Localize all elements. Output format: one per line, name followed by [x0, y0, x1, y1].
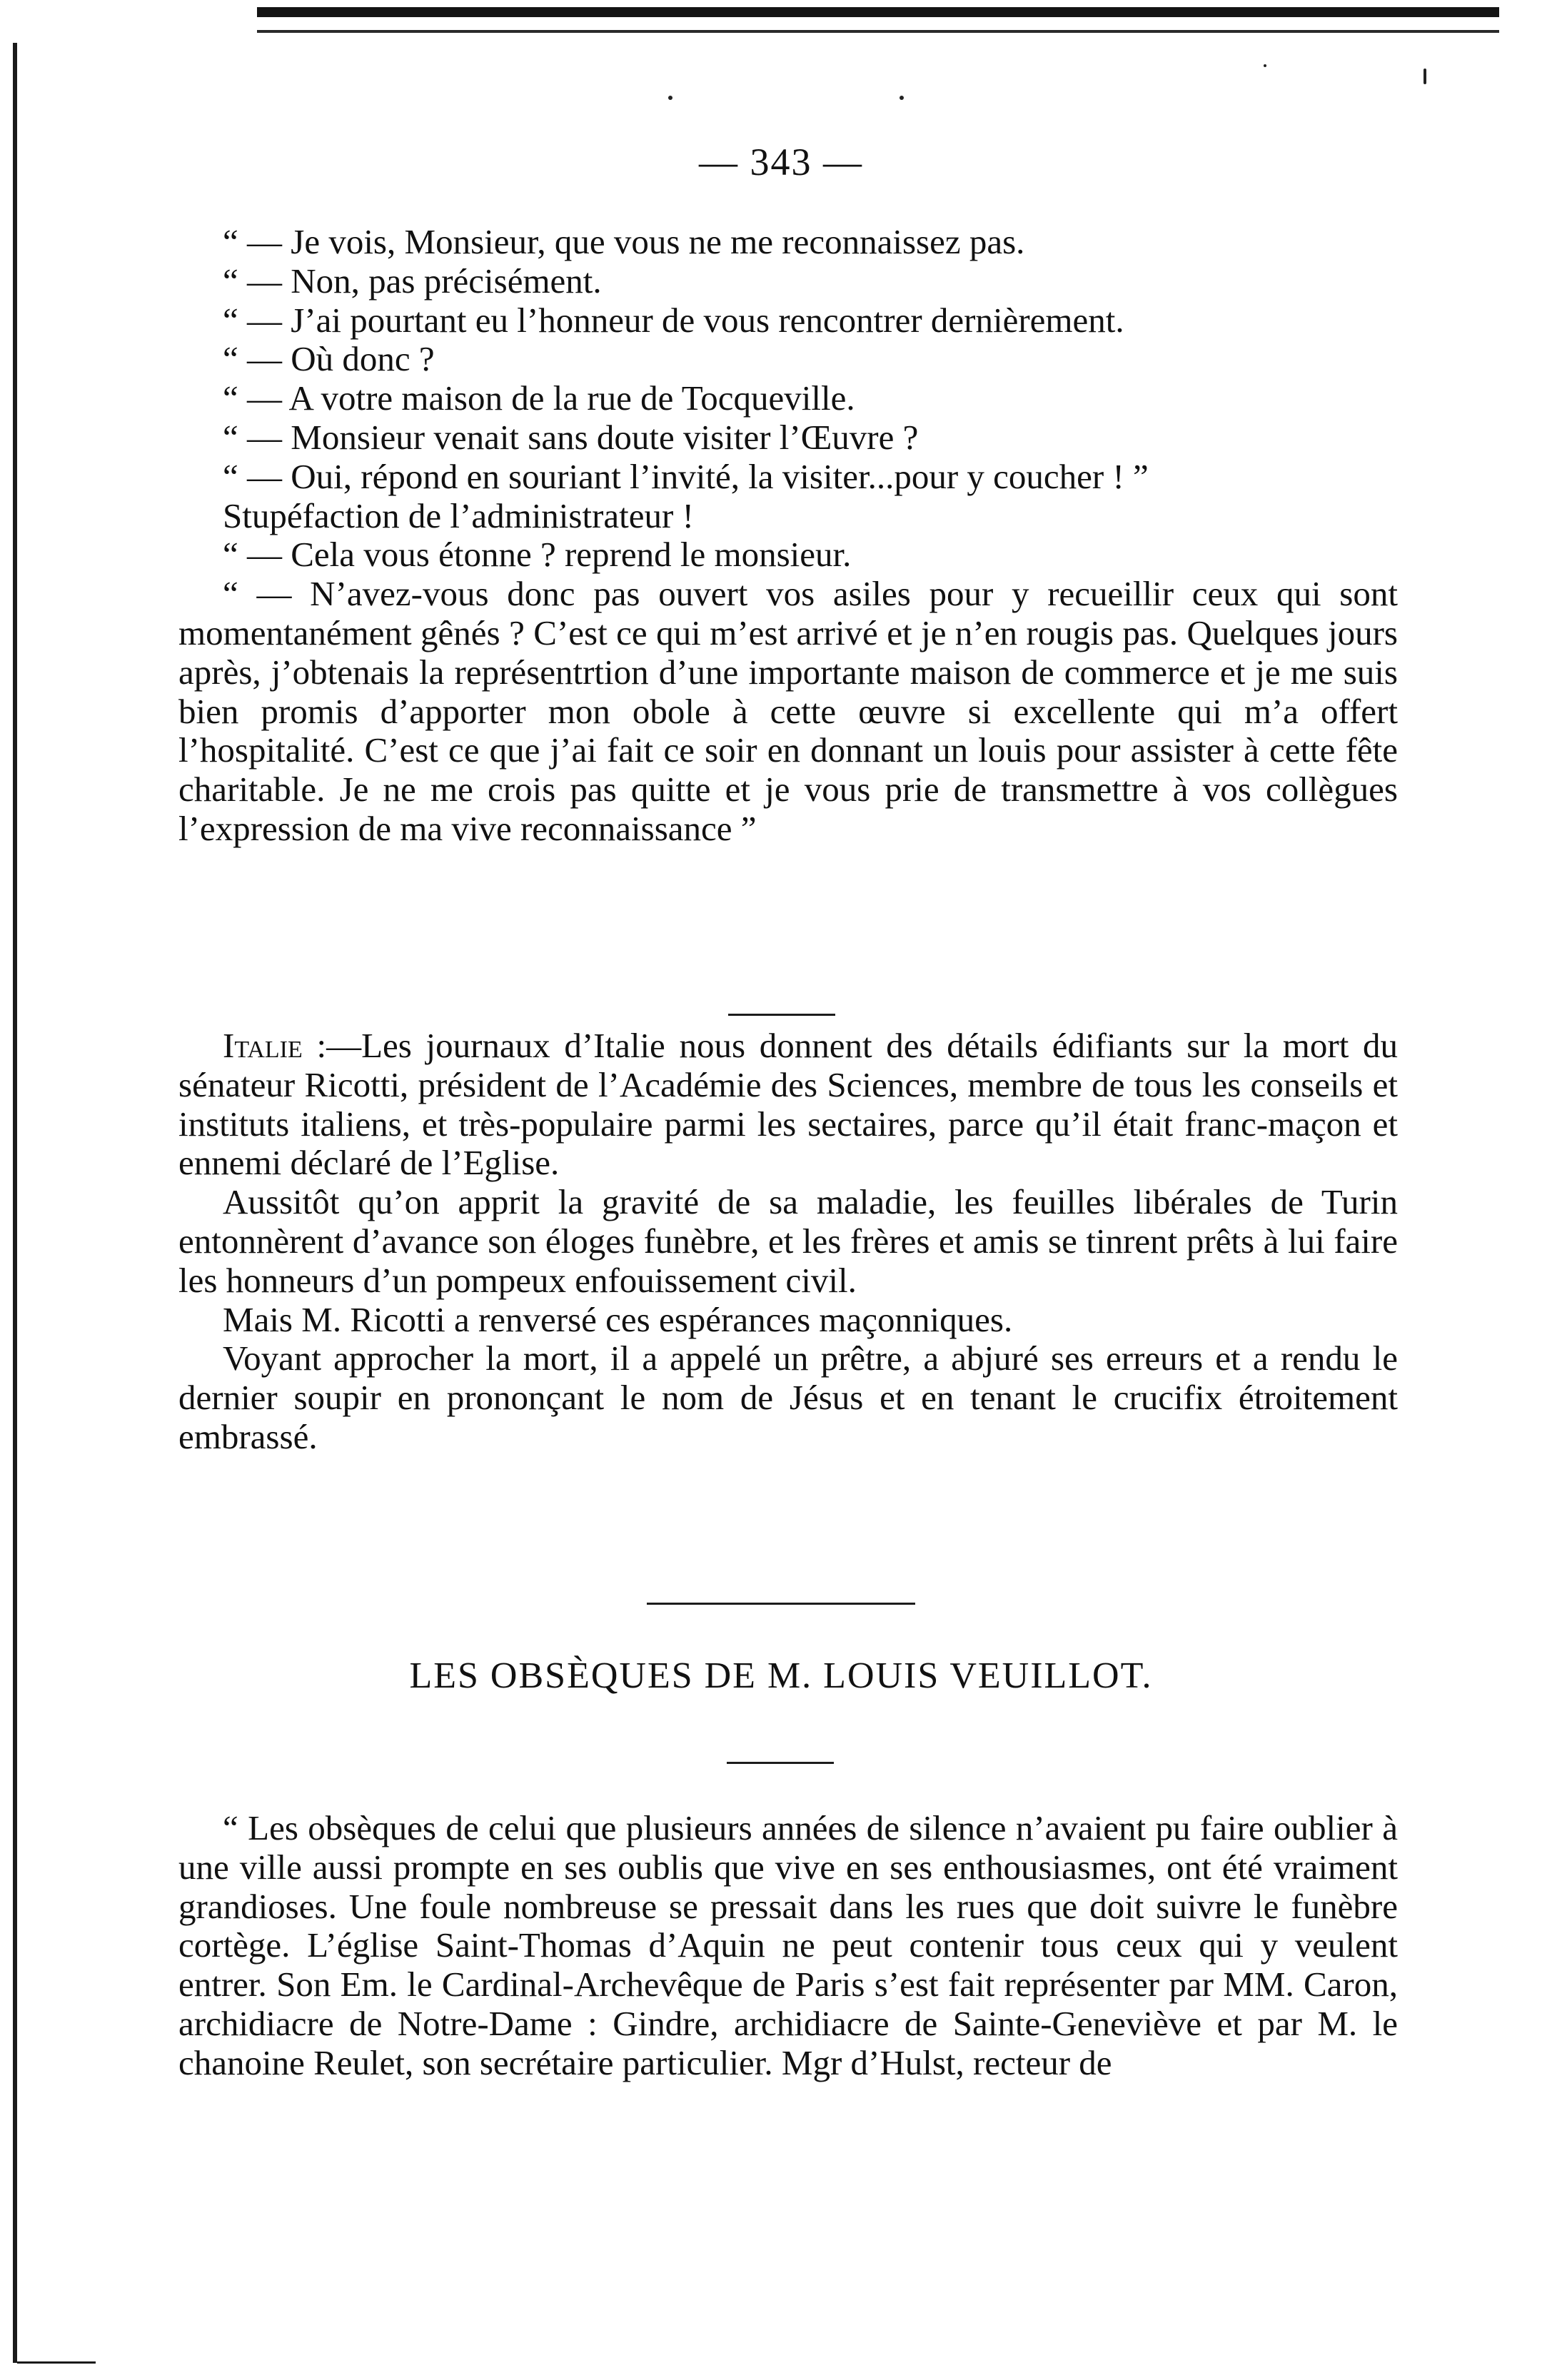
italie-label: Italie [223, 1026, 303, 1065]
scan-speck [900, 96, 904, 100]
italie-paragraph-1 [178, 1027, 1398, 1183]
dialogue-line: “ — J’ai pourtant eu l’honneur de vous rencontrer dernièrement. [223, 300, 1124, 340]
dialogue-line: “ — A votre maison de la rue de Tocqueville. [223, 378, 855, 418]
scan-speck [1264, 64, 1266, 67]
section-heading: LES OBSÈQUES DE M. LOUIS VEUILLOT. [409, 1655, 1153, 1696]
italie-section [178, 1027, 1398, 1457]
scan-speck [668, 96, 672, 100]
dialogue-line: “ — Monsieur venait sans doute visiter l’Œuvre ? [223, 417, 919, 457]
section-divider [727, 1762, 834, 1764]
dialogue-paragraph: “ — N’avez-vous donc pas ouvert vos asiles pour y recueillir ceux qui sont momentanément gênés ? C’est ce qui m’est arrivé et je n’en rougis pas. Quelques jours après, j’obtenais la représentrtion d’une importante maison de commerce et je me suis bien promis d’apporter mon obole à cette œuvre si excellente qui m’a offert l’hospitalité. C’est ce que j’ai fait ce soir en donnant un louis pour assister à cette fête charitable. Je ne me crois pas quitte et je vous prie de transmettre à vos collègues l’expression de ma vive reconnaissance ” [178, 574, 1398, 848]
dialogue-line: “ — Non, pas précisément. [223, 261, 602, 301]
italie-paragraph-text: :—Les journaux d’Italie nous donnent des détails édifiants sur la mort du sénateur Ricotti, président de l’Académie des Sciences, membre de tous les conseils et instituts italiens, et très-populaire parmi les sectaires, parce qu’il était franc-maçon et ennemi déclaré de l’Eglise. [178, 1026, 1398, 1183]
obseques-paragraph: “ Les obsèques de celui que plusieurs années de silence n’avaient pu faire oublier à une ville aussi prompte en ses oublis que vive en ses enthousiasmes, ont été vraiment grandioses. Une foule nombreuse se pressait dans les rues que doit suivre le funèbre cortège. L’église Saint-Thomas d’Aquin ne peut contenir tous ceux qui y veulent entrer. Son Em. le Cardinal-Archevêque de Paris s’est fait représenter par MM. Caron, archidiacre de Notre-Dame : Gindre, archidiacre de Sainte-Geneviève et par M. le chanoine Reulet, son secrétaire particulier. Mgr d’Hulst, recteur de [178, 1808, 1398, 2082]
page-number: — 343 — [699, 141, 863, 183]
dialogue-line: “ — Oui, répond en souriant l’invité, la visiter...pour y coucher ! ” [223, 456, 1149, 496]
italie-paragraph-4: Voyant approcher la mort, il a appelé un prêtre, a abjuré ses erreurs et a rendu le dernier soupir en prononçant le nom de Jésus et en tenant le crucifix étroitement embrassé. [178, 1338, 1398, 1456]
top-rule [257, 7, 1499, 17]
italie-paragraph-2: Aussitôt qu’on apprit la gravité de sa maladie, les feuilles libérales de Turin entonnèrent d’avance son éloges funèbre, et les frères et amis se tinrent prêts à lui faire les honneurs d’un pompeux enfouissement civil. [178, 1182, 1398, 1300]
dialogue-section [178, 223, 1398, 849]
section-divider [647, 1603, 915, 1605]
scan-edge-left [13, 43, 17, 2363]
section-divider [728, 1014, 835, 1016]
dialogue-line: “ — Où donc ? [223, 339, 435, 379]
dialogue-line: “ — Je vois, Monsieur, que vous ne me reconnaissez pas. [223, 222, 1025, 261]
scan-speck [1424, 69, 1426, 84]
dialogue-line: “ — Cela vous étonne ? reprend le monsieur. [223, 535, 852, 575]
obseques-section [178, 1809, 1398, 2083]
italie-paragraph-3: Mais M. Ricotti a renversé ces espérances maçonniques. [223, 1299, 1013, 1339]
narration-line: Stupéfaction de l’administrateur ! [223, 495, 694, 535]
top-rule-thin [257, 30, 1499, 33]
scan-edge-bottom [17, 2361, 96, 2364]
